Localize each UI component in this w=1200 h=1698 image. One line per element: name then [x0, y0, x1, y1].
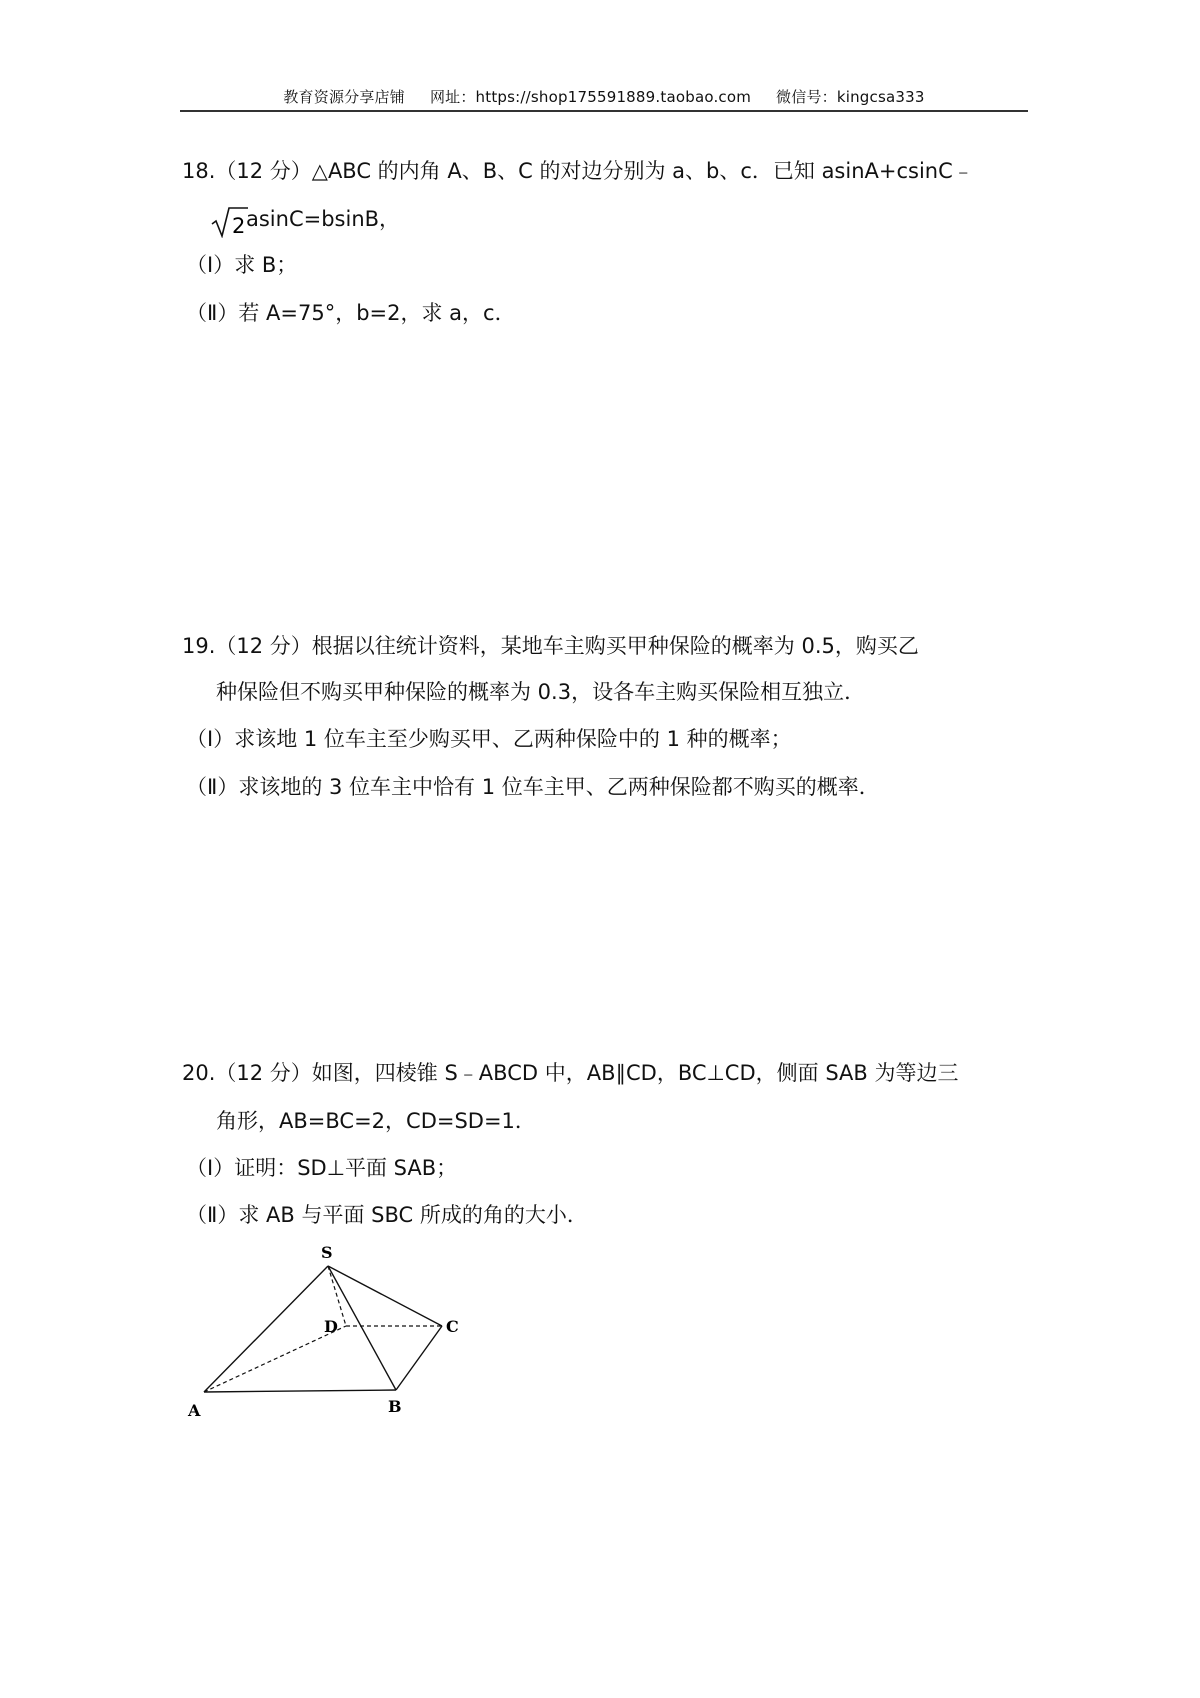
q20-line1: 20.（12 分）如图，四棱锥 S﹣ABCD 中，AB∥CD，BC⊥CD，侧面 SAB 为等边三: [182, 1061, 959, 1085]
q18-part2: （Ⅱ）若 A=75°，b=2，求 a，c．: [186, 301, 516, 325]
q20-part2: （Ⅱ）求 AB 与平面 SBC 所成的角的大小．: [186, 1203, 588, 1227]
label-B: B: [388, 1397, 402, 1416]
sqrt-radicand: 2: [232, 214, 246, 238]
q19-line2: 种保险但不购买甲种保险的概率为 0.3，设各车主购买保险相互独立．: [216, 680, 866, 704]
header-shop: 教育资源分享店铺: [283, 88, 405, 106]
label-D: D: [324, 1317, 338, 1336]
header-rule: [180, 110, 1028, 112]
q19-part2: （Ⅱ）求该地的 3 位车主中恰有 1 位车主甲、乙两种保险都不购买的概率．: [186, 775, 880, 799]
edge-AB: [204, 1390, 396, 1392]
edge-BC: [396, 1326, 442, 1390]
q19-line1: 19.（12 分）根据以往统计资料，某地车主购买甲种保险的概率为 0.5，购买乙: [182, 634, 919, 658]
label-C: C: [446, 1317, 459, 1336]
q18-line1: 18.（12 分）△ABC 的内角 A、B、C 的对边分别为 a、b、c．已知 asinA+csinC﹣: [182, 159, 974, 183]
edge-SA: [204, 1266, 328, 1392]
q19-part1: （Ⅰ）求该地 1 位车主至少购买甲、乙两种保险中的 1 种的概率；: [186, 727, 792, 751]
label-A: A: [188, 1401, 201, 1420]
pyramid-figure: [180, 1242, 480, 1422]
page-header: [180, 86, 1028, 107]
header-url: 网址：https://shop175591889.taobao.com: [429, 88, 752, 106]
q20-line2: 角形，AB=BC=2，CD=SD=1．: [216, 1109, 536, 1133]
header-wechat: 微信号：kingcsa333: [776, 88, 925, 106]
sqrt-symbol: [210, 206, 250, 238]
q18-line2: asinC=bsinB，: [246, 207, 401, 231]
label-S: S: [321, 1243, 333, 1262]
q18-part1: （Ⅰ）求 B；: [186, 253, 298, 277]
q20-part1: （Ⅰ）证明：SD⊥平面 SAB；: [186, 1156, 458, 1180]
